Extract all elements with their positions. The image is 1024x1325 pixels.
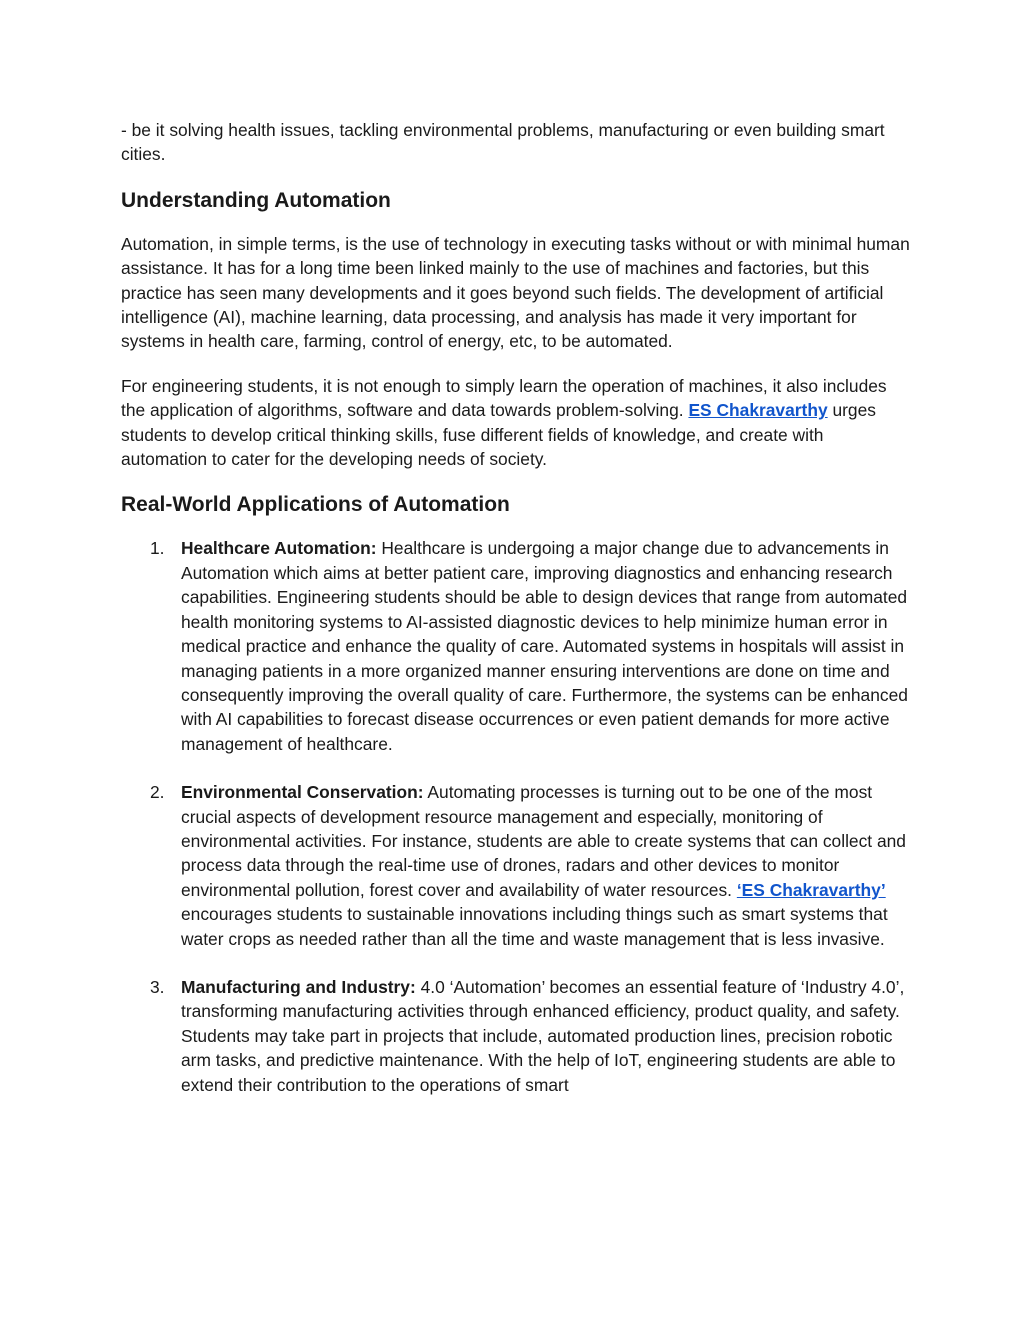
item-title: Healthcare Automation: bbox=[181, 538, 377, 559]
list-item-manufacturing bbox=[121, 975, 911, 1097]
intro-fragment: - be it solving health issues, tackling environmental problems, manufacturing or even building smart cities. bbox=[121, 120, 885, 165]
item-text: 4.0 ‘Automation’ becomes an essential feature of ‘Industry 4.0’, transforming manufacturing activities through enhanced efficiency, product quality, and safety. Students may take part in projects that include, automated production lines, precision robotic arm tasks, and predictive maintenance. With the help of IoT, engineering students are able to extend their contribution to the operations of smart bbox=[181, 976, 905, 1095]
list-number: 2. bbox=[150, 782, 165, 803]
item-title: Manufacturing and Industry: bbox=[181, 976, 416, 997]
section-heading-understanding: Understanding Automation bbox=[121, 188, 391, 212]
es-chakravarthy-link[interactable]: ‘ES Chakravarthy’ bbox=[736, 879, 886, 900]
paragraph-automation-definition: Automation, in simple terms, is the use of technology in executing tasks without or with minimal human assistance. It has for a long time been linked mainly to the use of machines and factories, but this practice has seen many developments and it goes beyond such fields. The development of artificial intelligence (AI), machine learning, data processing, and analysis has made it very important for systems in health care, farming, control of energy, etc, to be automated. bbox=[121, 233, 910, 352]
document-page bbox=[121, 118, 911, 1121]
paragraph-engineering-students bbox=[121, 374, 911, 472]
item-title: Environmental Conservation: bbox=[181, 782, 424, 803]
list-number: 1. bbox=[150, 538, 165, 559]
section-heading-applications: Real-World Applications of Automation bbox=[121, 493, 510, 517]
list-number: 3. bbox=[150, 976, 165, 997]
paragraph-text: For engineering students, it is not enough to simply learn the operation of machines, it also includes the application of algorithms, software and data towards problem-solving. bbox=[121, 375, 887, 421]
list-item-healthcare bbox=[121, 536, 911, 756]
es-chakravarthy-link[interactable]: ES Chakravarthy bbox=[688, 400, 828, 421]
item-text: encourages students to sustainable innovations including things such as smart systems that water crops as needed rather than all the time and waste management that is less invasive. bbox=[181, 904, 888, 949]
list-item-environmental bbox=[121, 780, 911, 951]
paragraph-text: urges students to develop critical thinking skills, fuse different fields of knowledge, and create with automation to cater for the developing needs of society. bbox=[121, 400, 876, 470]
item-text: Healthcare is undergoing a major change due to advancements in Automation which aims at better patient care, improving diagnostics and enhancing research capabilities. Engineering students should be able to design devices that range from automated health monitoring systems to AI-assisted diagnostic devices to help minimize human error in medical practice and enhance the quality of care. Automated systems in hospitals will assist in managing patients in a more organized manner ensuring interventions are done on time and consequently improving the overall quality of care. Furthermore, the systems can be enhanced with AI capabilities to forecast disease occurrences or even patient demands for more active management of healthcare. bbox=[181, 538, 908, 754]
applications-list bbox=[121, 536, 911, 1097]
item-text: Automating processes is turning out to be one of the most crucial aspects of development resource management and especially, monitoring of environmental activities. For instance, students are able to create systems that can collect and process data through the real-time use of drones, radars and other devices to monitor environmental pollution, forest cover and availability of water resources. bbox=[181, 782, 906, 900]
